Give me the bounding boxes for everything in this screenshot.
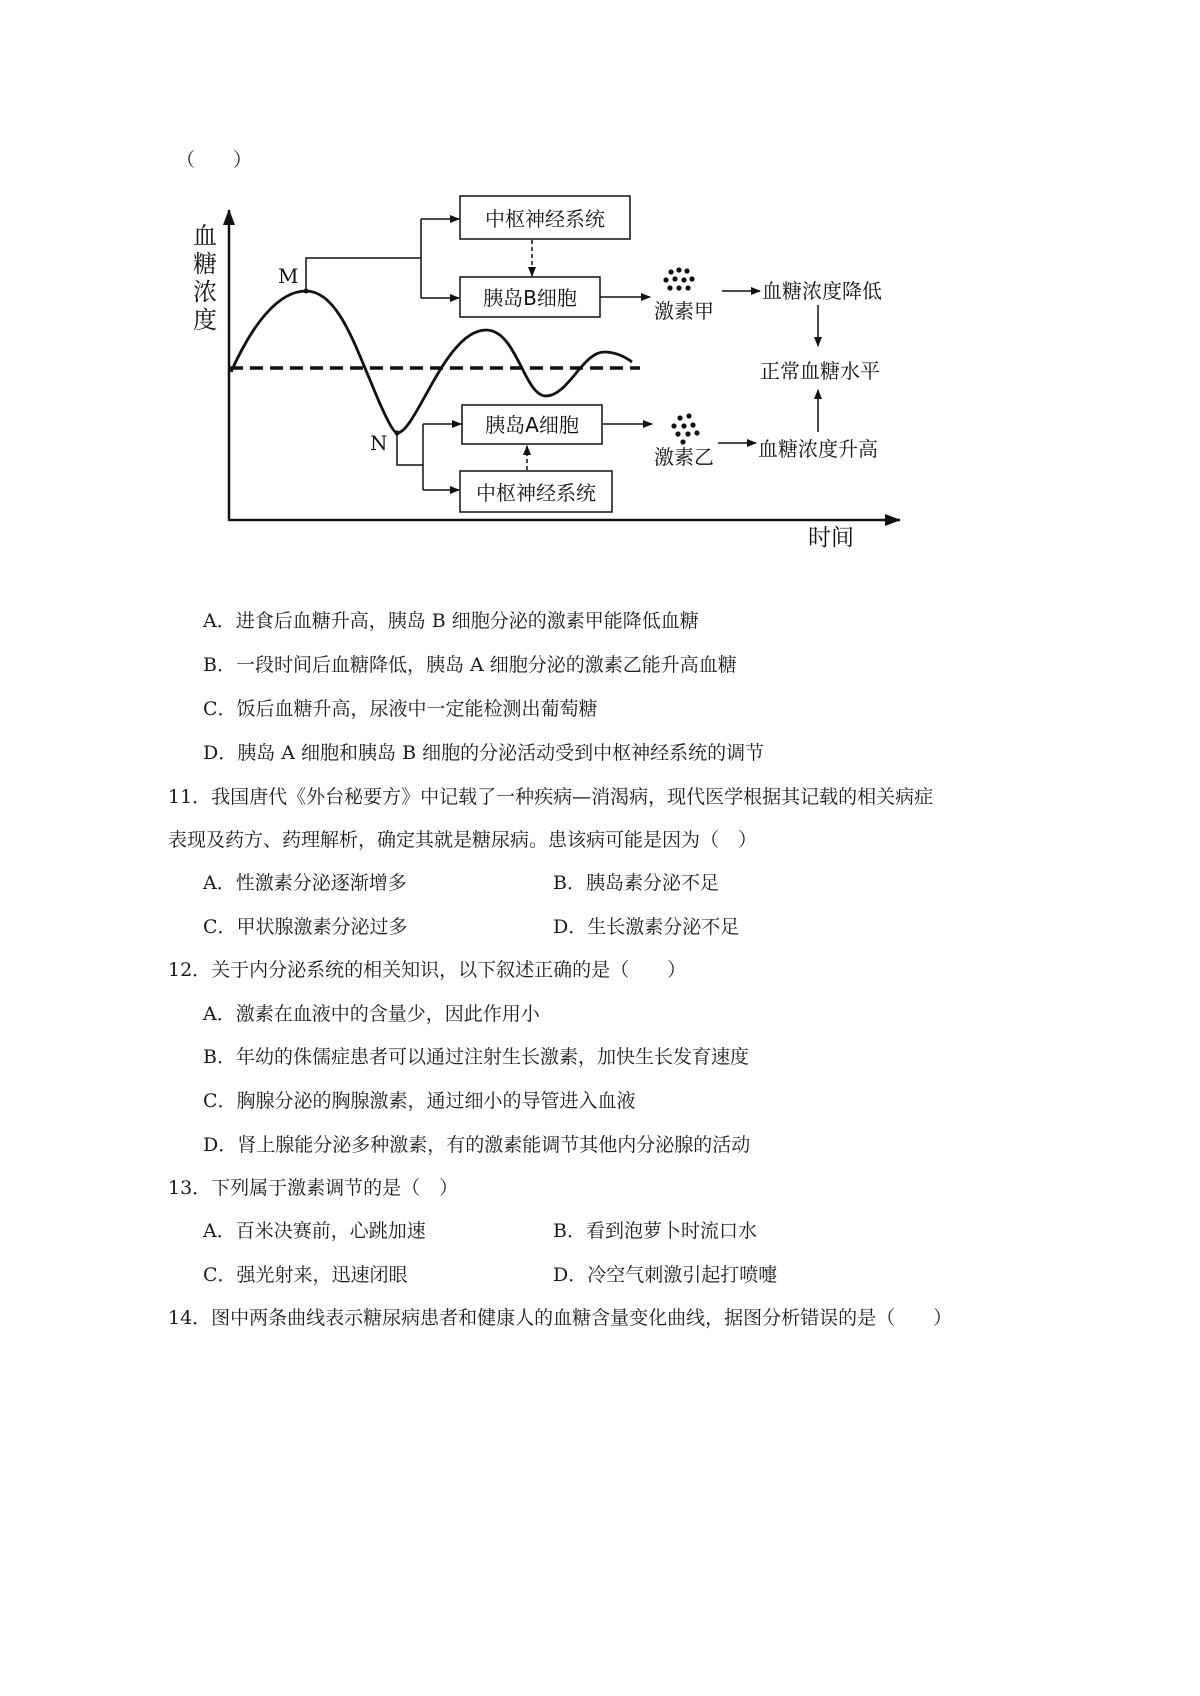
q11-option-c: C．甲状腺激素分泌过多 (203, 916, 408, 938)
q11-option-a: A．性激素分泌逐渐增多 (203, 872, 407, 894)
normal-level-label: 正常血糖水平 (760, 359, 880, 383)
q10-option-c: C．饭后血糖升高，尿液中一定能检测出葡萄糖 (203, 698, 598, 720)
q11-option-b: B．胰岛素分泌不足 (553, 872, 719, 894)
q12-option-a: A．激素在血液中的含量少，因此作用小 (203, 1003, 540, 1025)
y-axis-label-char: 血 (193, 222, 217, 250)
q13-option-b: B．看到泡萝卜时流口水 (553, 1220, 757, 1242)
q12-stem: 12．关于内分泌系统的相关知识，以下叙述正确的是（ ） (168, 959, 687, 981)
x-axis-label: 时间 (808, 525, 854, 551)
q13-option-a: A．百米决赛前，心跳加速 (203, 1220, 426, 1242)
box-cns-top-label: 中枢神经系统 (485, 207, 605, 231)
m-connector (306, 258, 421, 291)
q13-stem: 13．下列属于激素调节的是（ ） (168, 1177, 459, 1199)
q12-option-b: B．年幼的侏儒症患者可以通过注射生长激素，加快生长发育速度 (203, 1046, 749, 1068)
blood-glucose-regulation-figure (0, 0, 1200, 620)
q10-option-a: A．进食后血糖升高，胰岛 B 细胞分泌的激素甲能降低血糖 (203, 610, 699, 632)
q11-option-d: D．生长激素分泌不足 (553, 916, 740, 938)
q14-stem: 14．图中两条曲线表示糖尿病患者和健康人的血糖含量变化曲线，据图分析错误的是（ ） (168, 1307, 953, 1329)
q11-stem-line2: 表现及药方、药理解析，确定其就是糖尿病。患该病可能是因为（ ） (168, 829, 758, 851)
hormone-b-label: 激素乙 (654, 445, 714, 469)
q10-option-b: B．一段时间后血糖降低，胰岛 A 细胞分泌的激素乙能升高血糖 (203, 654, 737, 676)
box-beta-cell-label: 胰岛B细胞 (483, 286, 577, 310)
box-cns-bottom-label: 中枢神经系统 (476, 481, 596, 505)
n-connector (397, 433, 423, 465)
point-m-label: M (278, 264, 299, 288)
hormone-a-dots (663, 267, 694, 290)
point-n-label: N (370, 431, 388, 455)
hormone-b-dots (671, 413, 699, 444)
q12-option-d: D．肾上腺能分泌多种激素，有的激素能调节其他内分泌腺的活动 (203, 1134, 751, 1156)
y-axis-label-char: 糖 (193, 250, 217, 278)
box-alpha-cell-label: 胰岛A细胞 (485, 413, 579, 437)
q10-option-d: D．胰岛 A 细胞和胰岛 B 细胞的分泌活动受到中枢神经系统的调节 (203, 742, 765, 764)
hormone-a-label: 激素甲 (654, 299, 714, 323)
result-increase-label: 血糖浓度升高 (758, 437, 878, 461)
q13-option-c: C．强光射来，迅速闭眼 (203, 1264, 408, 1286)
y-axis-label-char: 度 (193, 306, 217, 334)
question-answer-brackets: （ ） (176, 149, 253, 171)
q12-option-c: C．胸腺分泌的胸腺激素，通过细小的导管进入血液 (203, 1090, 636, 1112)
result-decrease-label: 血糖浓度降低 (762, 279, 882, 303)
q11-stem-line1: 11．我国唐代《外台秘要方》中记载了一种疾病—消渴病，现代医学根据其记载的相关病症 (168, 786, 934, 808)
y-axis-label-char: 浓 (193, 278, 217, 306)
q13-option-d: D．冷空气刺激引起打喷嚏 (553, 1264, 778, 1286)
